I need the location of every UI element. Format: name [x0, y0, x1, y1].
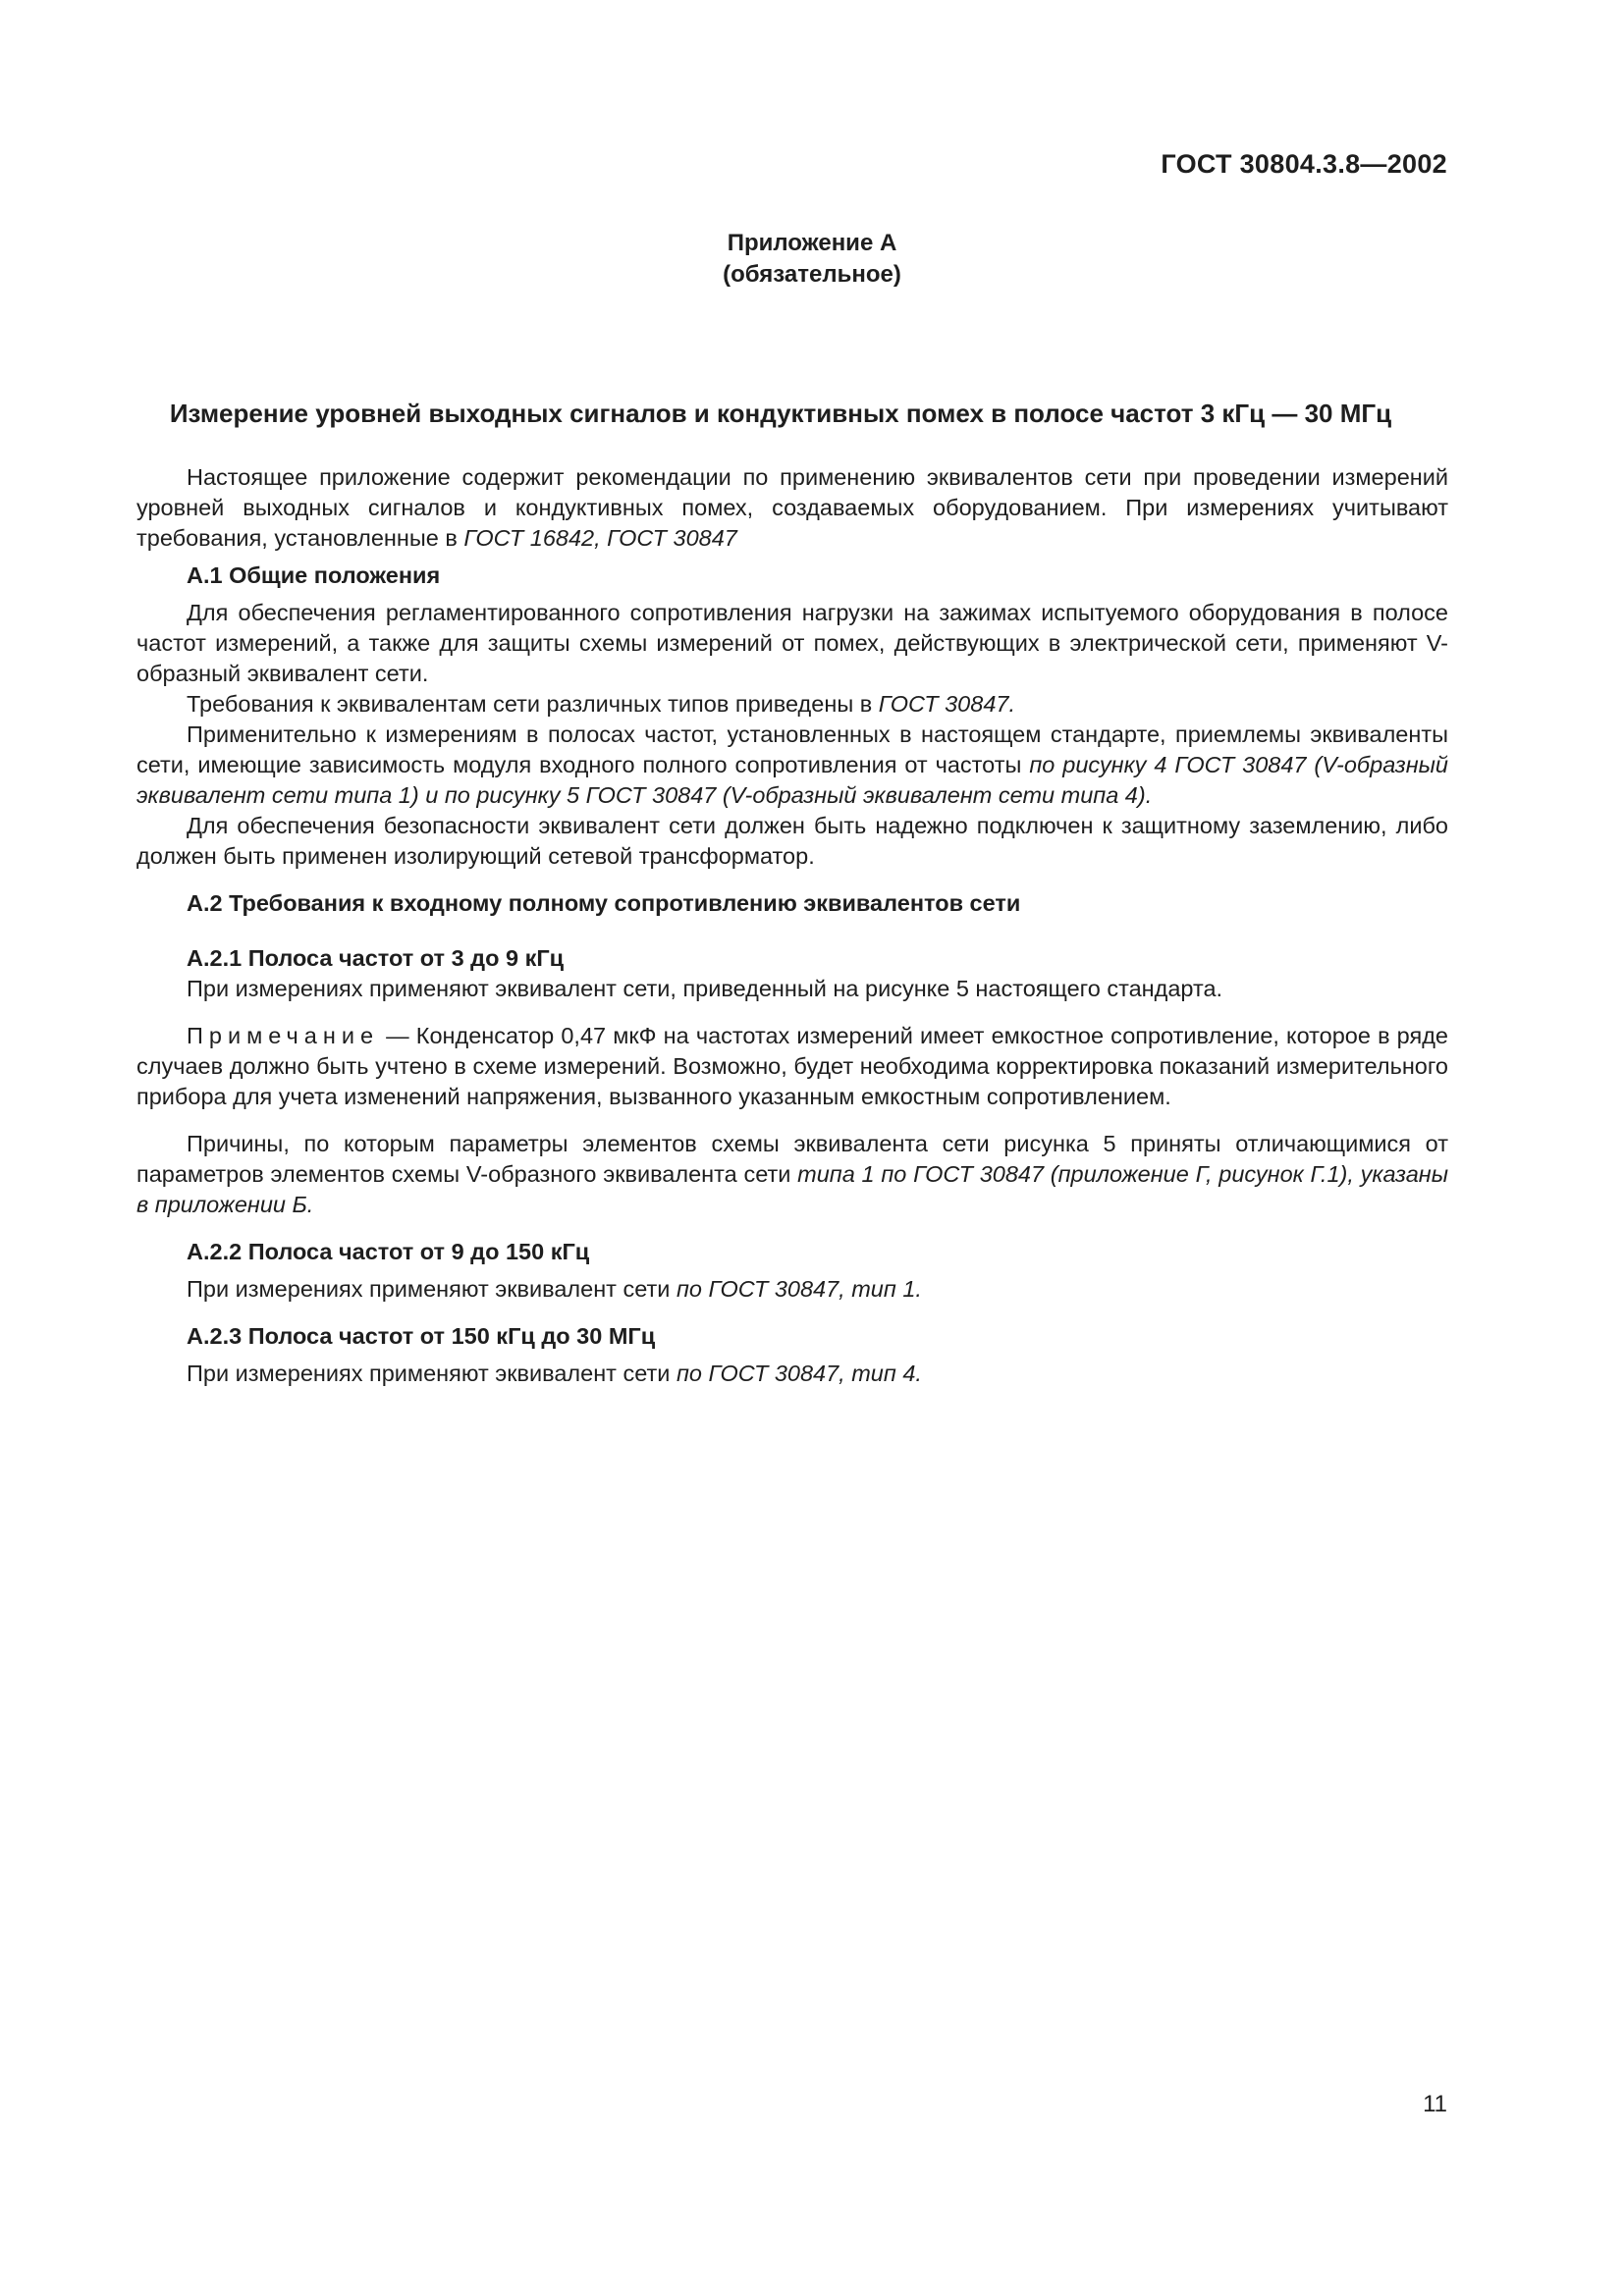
a21-reasons-reference: типа 1 по ГОСТ 30847 (приложение Г, рисунок Г.1), указаны в приложении Б. — [136, 1161, 1448, 1217]
intro-reference: ГОСТ 16842, ГОСТ 30847 — [463, 525, 737, 551]
annex-status: (обязательное) — [723, 261, 901, 288]
annex-heading-block — [0, 228, 1624, 291]
a1-paragraph-3-reference: по рисунку 4 ГОСТ 30847 (V-образный эквивалент сети типа 1) и по рисунку 5 ГОСТ 30847 (V-образный эквивалент сети типа 4). — [136, 752, 1448, 808]
a22-paragraph — [136, 1274, 1448, 1305]
a1-paragraph-4: Для обеспечения безопасности эквивалент сети должен быть надежно подключен к защитному заземлению, либо должен быть применен изолирующий сетевой трансформатор. — [136, 813, 1448, 869]
note-text: — Конденсатор 0,47 мкФ на частотах измерений имеет емкостное сопротивление, которое в ряде случаев должно быть учтено в схеме измерений. Возможно, будет необходима корректировка показаний измерительного прибора для учета изменений напряжения, вызванного указанным емкостным сопротивлением. — [136, 1023, 1448, 1109]
a23-paragraph — [136, 1359, 1448, 1389]
section-a1-heading: А.1 Общие положения — [187, 562, 441, 588]
section-a2-heading: А.2 Требования к входному полному сопротивлению эквивалентов сети — [187, 890, 1021, 916]
a1-paragraph-3-text: Применительно к измерениям в полосах частот, установленных в настоящем стандарте, приемлемы эквиваленты сети, имеющие зависимость модуля входного полного сопротивления от частоты — [136, 721, 1448, 777]
a1-paragraph-1: Для обеспечения регламентированного сопротивления нагрузки на зажимах испытуемого оборудования в полосе частот измерений, а также для защиты схемы измерений от помех, действующих в электрической сети, применяют V-образный эквивалент сети. — [136, 600, 1448, 686]
a1-paragraph-2-text: Требования к эквивалентам сети различных типов приведены в — [187, 691, 879, 717]
a21-note — [136, 1021, 1448, 1112]
annex-title: Измерение уровней выходных сигналов и кондуктивных помех в полосе частот 3 кГц — 30 МГц — [169, 399, 1392, 428]
a23-text: При измерениях применяют эквивалент сети — [187, 1361, 677, 1386]
standard-code: ГОСТ 30804.3.8—2002 — [1161, 149, 1447, 179]
a22-reference: по ГОСТ 30847, тип 1. — [676, 1276, 922, 1302]
a1-paragraph-2-reference: ГОСТ 30847. — [878, 691, 1015, 717]
a1-paragraph-3 — [136, 720, 1448, 811]
section-a23-heading: А.2.3 Полоса частот от 150 кГц до 30 МГц — [187, 1323, 656, 1349]
document-body — [136, 462, 1448, 1389]
section-a21-heading: А.2.1 Полоса частот от 3 до 9 кГц — [187, 945, 565, 971]
a23-reference: по ГОСТ 30847, тип 4. — [676, 1361, 922, 1386]
page-number: 11 — [1423, 2091, 1447, 2117]
section-a22-heading: А.2.2 Полоса частот от 9 до 150 кГц — [187, 1239, 590, 1264]
a21-paragraph: При измерениях применяют эквивалент сети, приведенный на рисунке 5 настоящего стандарта. — [187, 976, 1223, 1001]
annex-label: Приложение А — [727, 230, 897, 256]
a22-text: При измерениях применяют эквивалент сети — [187, 1276, 677, 1302]
intro-text: Настоящее приложение содержит рекомендации по применению эквивалентов сети при проведении измерений уровней выходных сигналов и кондуктивных помех, создаваемых оборудованием. При измерениях учитывают требования, установленные в — [136, 464, 1448, 551]
intro-paragraph — [136, 462, 1448, 554]
a1-paragraph-2 — [136, 689, 1448, 720]
a21-reasons-text: Причины, по которым параметры элементов схемы эквивалента сети рисунка 5 приняты отличающимися от параметров элементов схемы V-образного эквивалента сети — [136, 1131, 1448, 1187]
note-label: Примечание — [187, 1023, 380, 1048]
a21-reasons-paragraph — [136, 1129, 1448, 1220]
